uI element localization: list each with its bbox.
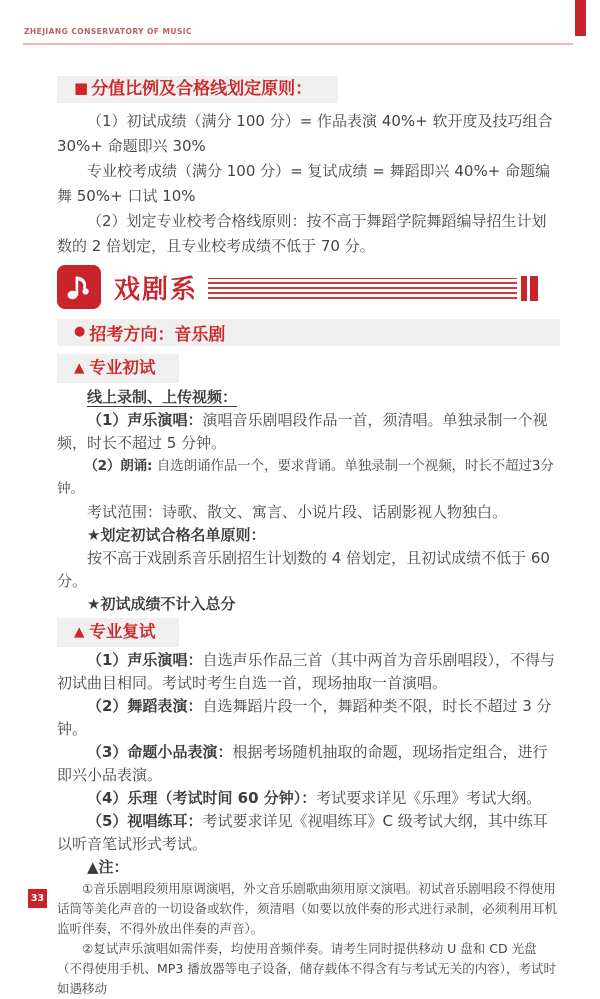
score-paragraph: （1）初试成绩（满分 100 分）= 作品表演 40%+ 软开度及技巧组合 30%+ 命题即兴 30% bbox=[57, 112, 553, 155]
corner-accent-bar bbox=[575, 0, 586, 36]
exam-item bbox=[57, 741, 560, 787]
direction-header bbox=[57, 319, 560, 346]
exam-scope: 考试范围：诗歌、散文、寓言、小说片段、话剧影视人物独白。 bbox=[87, 503, 508, 521]
preliminary-header bbox=[57, 354, 179, 383]
note-item: ①音乐剧唱段须用原调演唱，外文音乐剧歌曲须用原文演唱。初试音乐剧唱段不得使用话筒等美化声音的一切设备或软件，须清唱（如要以放伴奏的形式进行录制，必须利用耳机监听伴奏，不得外放出伴奏的声音）。 bbox=[57, 881, 558, 936]
exam-item-label: （4）乐理（考试时间 60 分钟）： bbox=[87, 789, 317, 807]
exam-item-label: （1）声乐演唱： bbox=[87, 651, 203, 669]
rules-text: 按不高于戏剧系音乐剧招生计划数的 4 倍划定，且初试成绩不低于 60 分。 bbox=[57, 549, 550, 590]
brand-text: ZHEJIANG CONSERVATORY OF MUSIC bbox=[24, 27, 193, 36]
score-note: ★初试成绩不计入总分 bbox=[87, 595, 236, 613]
bullet-icon: ● bbox=[74, 324, 86, 339]
preliminary-title-label: 专业初试 bbox=[89, 358, 156, 377]
exam-item-label: （2）舞蹈表演： bbox=[87, 697, 203, 715]
exam-item-text: 自选舞蹈片段一个，舞蹈种类不限，时长不超过 3 分钟。 bbox=[57, 697, 552, 738]
exam-item bbox=[57, 455, 560, 501]
final-items bbox=[57, 649, 560, 856]
triangle-icon: ▲ bbox=[74, 624, 85, 640]
page-content bbox=[57, 76, 560, 999]
score-paragraphs bbox=[57, 109, 560, 259]
direction-title: 招考方向：音乐剧 bbox=[89, 325, 226, 345]
staff-lines bbox=[208, 278, 517, 299]
exam-item-label: （3）命题小品表演： bbox=[87, 743, 233, 761]
triangle-icon: ▲ bbox=[74, 360, 85, 376]
staff-end-bar bbox=[530, 276, 538, 301]
exam-item bbox=[57, 810, 560, 856]
exam-item-text: 自选声乐作品三首（其中两首为音乐剧唱段），不得与初试曲目相同。考试时考生自选一首，现场抽取一首演唱。 bbox=[57, 651, 555, 692]
exam-item-text: 考试要求详见《视唱练耳》C 级考试大纲，其中练耳以听音笔试形式考试。 bbox=[57, 812, 548, 853]
notes-title: ▲注： bbox=[87, 858, 129, 876]
exam-item-label: （5）视唱练耳： bbox=[87, 812, 203, 830]
exam-item bbox=[57, 409, 560, 455]
score-paragraph: 专业校考成绩（满分 100 分）= 复试成绩 = 舞蹈即兴 40%+ 命题编舞 50%+ 口试 10% bbox=[57, 162, 551, 205]
exam-item bbox=[57, 695, 560, 741]
online-recording-note: 线上录制、上传视频： bbox=[87, 388, 238, 406]
department-banner bbox=[57, 265, 538, 309]
final-title-label: 专业复试 bbox=[89, 622, 156, 641]
score-section-title-label: 分值比例及合格线划定原则： bbox=[91, 79, 313, 99]
exam-item-label: （1）声乐演唱： bbox=[87, 411, 203, 429]
exam-item-text: 自选朗诵作品一个，要求背诵。单独录制一个视频，时长不超过3分钟。 bbox=[57, 458, 554, 497]
score-section-title bbox=[57, 76, 338, 103]
note-item: ②复试声乐演唱如需伴奏，均使用音频伴奏。请考生同时提供移动 U 盘和 CD 光盘（不得使用手机、MP3 播放器等电子设备，储存载体不得含有与考试无关的内容），考试时如遇移动 bbox=[57, 941, 557, 996]
exam-item-text: 演唱音乐剧唱段作品一首，须清唱。单独录制一个视频，时长不超过 5 分钟。 bbox=[57, 411, 548, 452]
department-title: 戏剧系 bbox=[114, 274, 199, 305]
notes-list bbox=[57, 879, 560, 999]
staff-end-bar bbox=[521, 276, 527, 301]
score-paragraph: （2）划定专业校考合格线原则：按不高于舞蹈学院舞蹈编导招生计划数的 2 倍划定，且专业校考成绩不低于 70 分。 bbox=[57, 212, 547, 255]
exam-item-text: 根据考场随机抽取的命题，现场指定组合，进行即兴小品表演。 bbox=[57, 743, 548, 784]
music-note-icon bbox=[57, 265, 101, 309]
exam-item bbox=[57, 649, 560, 695]
page-number-badge: 33 bbox=[28, 889, 47, 908]
final-header bbox=[57, 618, 179, 647]
exam-item bbox=[57, 787, 560, 810]
header-divider bbox=[23, 43, 573, 45]
exam-item-text: 考试要求详见《乐理》考试大纲。 bbox=[316, 789, 542, 807]
rules-title: ★划定初试合格名单原则： bbox=[87, 526, 266, 544]
square-icon: ■ bbox=[74, 79, 89, 97]
exam-item-label: （2）朗诵: bbox=[84, 458, 157, 474]
